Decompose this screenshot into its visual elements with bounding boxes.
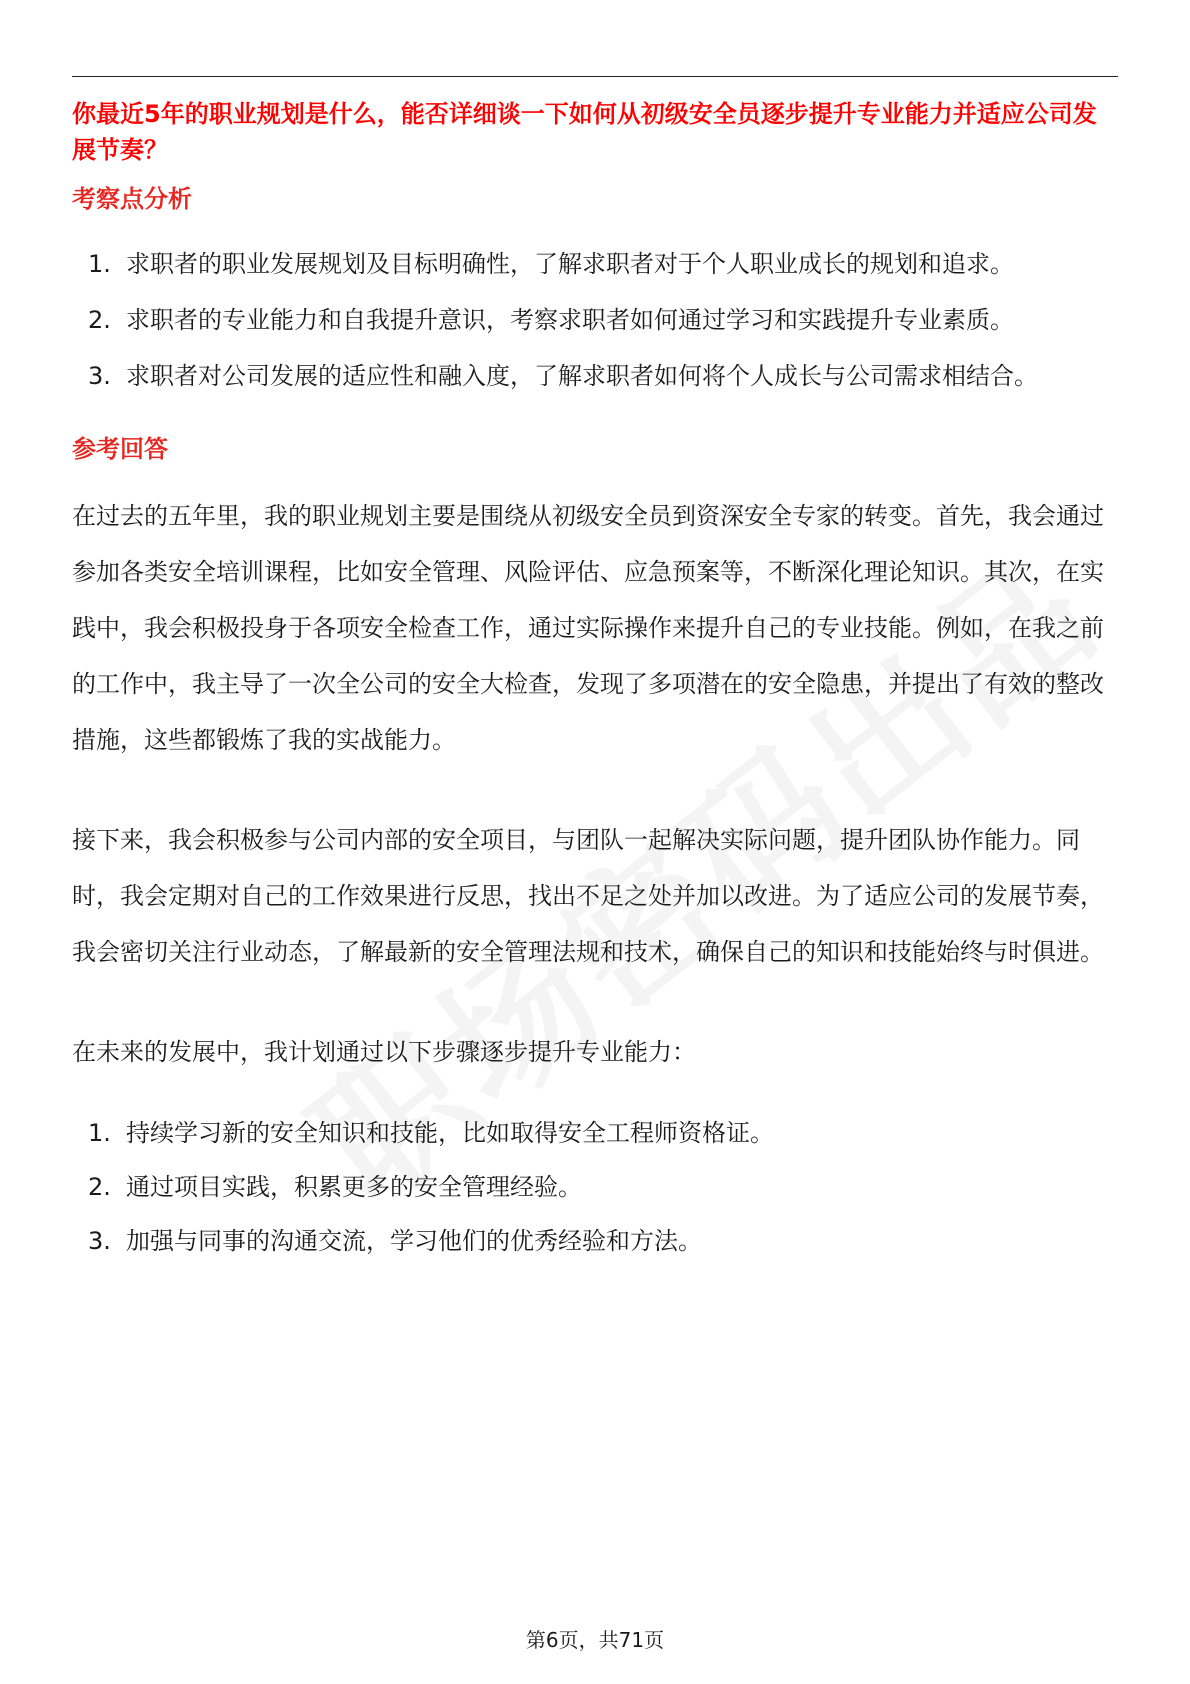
analysis-heading: 考察点分析 — [72, 185, 192, 213]
steps-list — [72, 1106, 1118, 1268]
list-text: 加强与同事的沟通交流，学习他们的优秀经验和方法。 — [126, 1227, 702, 1255]
list-item — [72, 236, 1118, 292]
answer-paragraph: 在未来的发展中，我计划通过以下步骤逐步提升专业能力： — [72, 1038, 696, 1066]
analysis-list — [72, 236, 1118, 404]
answer-paragraph: 接下来，我会积极参与公司内部的安全项目，与团队一起解决实际问题，提升团队协作能力。同时，我会定期对自己的工作效果进行反思，找出不足之处并加以改进。为了适应公司的发展节奏，我会密切关注行业动态，了解最新的安全管理法规和技术，确保自己的知识和技能始终与时俱进。 — [72, 826, 1104, 966]
question-title: 你最近5年的职业规划是什么，能否详细谈一下如何从初级安全员逐步提升专业能力并适应公司发展节奏？ — [72, 100, 1097, 164]
list-number: 3. — [88, 1227, 111, 1255]
list-item — [72, 1214, 1118, 1268]
list-number: 1. — [88, 1119, 111, 1147]
list-text: 求职者的专业能力和自我提升意识，考察求职者如何通过学习和实践提升专业素质。 — [126, 306, 1014, 334]
answer-heading: 参考回答 — [72, 435, 168, 463]
list-text: 求职者的职业发展规划及目标明确性，了解求职者对于个人职业成长的规划和追求。 — [126, 250, 1014, 278]
list-item — [72, 1160, 1118, 1214]
list-number: 3. — [88, 362, 111, 390]
list-item — [72, 292, 1118, 348]
list-number: 1. — [88, 250, 111, 278]
list-item — [72, 348, 1118, 404]
list-text: 持续学习新的安全知识和技能，比如取得安全工程师资格证。 — [126, 1119, 774, 1147]
list-item — [72, 1106, 1118, 1160]
top-divider — [72, 76, 1118, 77]
list-number: 2. — [88, 306, 111, 334]
answer-paragraph: 在过去的五年里，我的职业规划主要是围绕从初级安全员到资深安全专家的转变。首先，我会通过参加各类安全培训课程，比如安全管理、风险评估、应急预案等，不断深化理论知识。其次，在实践中，我会积极投身于各项安全检查工作，通过实际操作来提升自己的专业技能。例如，在我之前的工作中，我主导了一次全公司的安全大检查，发现了多项潜在的安全隐患，并提出了有效的整改措施，这些都锻炼了我的实战能力。 — [72, 502, 1104, 754]
page-footer: 第6页，共71页 — [525, 1628, 665, 1652]
list-number: 2. — [88, 1173, 111, 1201]
list-text: 求职者对公司发展的适应性和融入度，了解求职者如何将个人成长与公司需求相结合。 — [126, 362, 1038, 390]
list-text: 通过项目实践，积累更多的安全管理经验。 — [126, 1173, 582, 1201]
document-body — [72, 96, 1118, 1268]
